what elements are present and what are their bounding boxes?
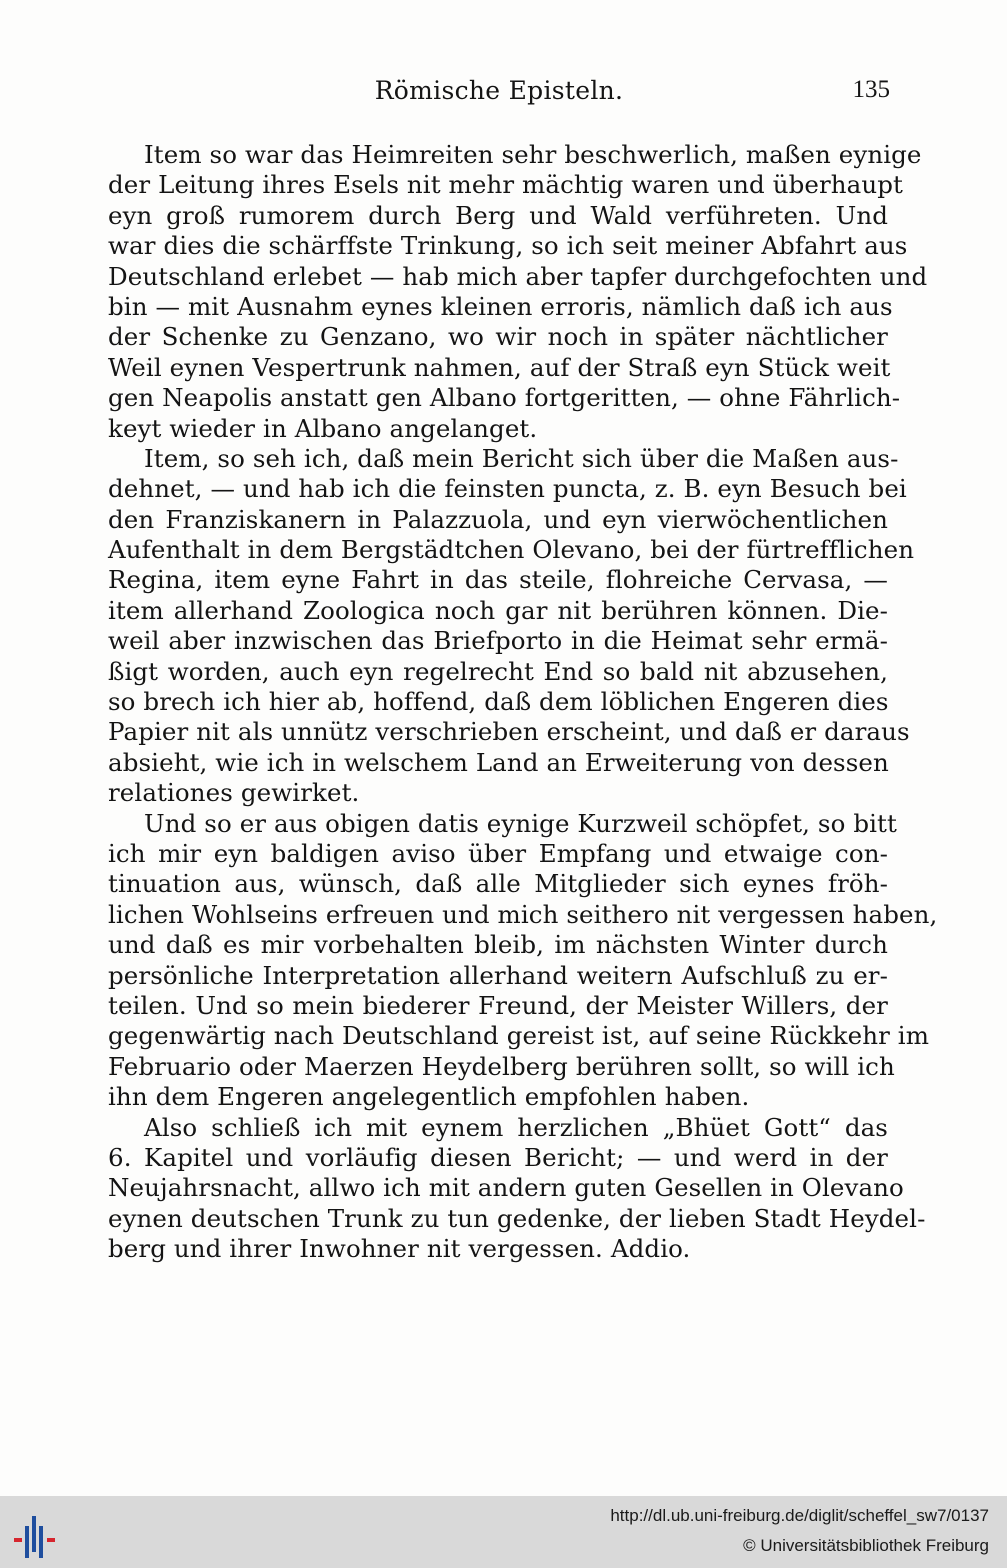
text-line: bin — mit Ausnahm eynes kleinen erroris, nämlich daß ich aus bbox=[108, 291, 893, 321]
text-line: Also schließ ich mit eynem herzlichen „Bhüet Gott“ das bbox=[144, 1112, 888, 1142]
ub-freiburg-logo-icon[interactable] bbox=[14, 1508, 66, 1558]
running-title: Römische Episteln. bbox=[374, 76, 624, 105]
page-number: 135 bbox=[852, 76, 890, 103]
text-line: dehnet, — und hab ich die feinsten puncta, z. B. eyn Besuch bei bbox=[108, 474, 907, 504]
text-line: Und so er aus obigen datis eynige Kurzweil schöpfet, so bitt bbox=[144, 808, 897, 838]
text-line: Item, so seh ich, daß mein Bericht sich über die Maßen aus- bbox=[144, 443, 899, 473]
text-line: Aufenthalt in dem Bergstädtchen Olevano, bei der fürtrefflichen bbox=[108, 535, 915, 565]
text-line: Weil eynen Vespertrunk nahmen, auf der Straß eyn Stück weit bbox=[108, 352, 891, 382]
text-line: Item so war das Heimreiten sehr beschwerlich, maßen eynige bbox=[144, 140, 922, 169]
text-line: Februario oder Maerzen Heydelberg berühren sollt, so will ich bbox=[108, 1051, 895, 1081]
text-line: den Franziskanern in Palazzuola, und eyn vierwöchentlichen bbox=[108, 504, 888, 534]
footer-bar bbox=[0, 1496, 1007, 1568]
text-line: gegenwärtig nach Deutschland gereist ist, auf seine Rückkehr im bbox=[108, 1021, 930, 1051]
text-line: keyt wieder in Albano angelanget. bbox=[108, 413, 538, 443]
body-text bbox=[108, 140, 938, 1264]
text-line: und daß es mir vorbehalten bleib, im nächsten Winter durch bbox=[108, 930, 888, 960]
text-line: item allerhand Zoologica noch gar nit berühren können. Die- bbox=[108, 595, 888, 625]
text-line: ihn dem Engeren angelegentlich empfohlen haben. bbox=[108, 1082, 750, 1112]
text-line: teilen. Und so mein biederer Freund, der Meister Willers, der bbox=[108, 990, 888, 1020]
text-line: Deutschland erlebet — hab mich aber tapfer durchgefochten und bbox=[108, 261, 928, 291]
text-line: war dies die schärffste Trinkung, so ich seit meiner Abfahrt aus bbox=[108, 231, 908, 261]
text-line: absieht, wie ich in welschem Land an Erweiterung von dessen bbox=[108, 747, 889, 777]
text-line: Regina, item eyne Fahrt in das steile, flohreiche Cervasa, — bbox=[108, 565, 888, 595]
text-line: der Schenke zu Genzano, wo wir noch in später nächtlicher bbox=[108, 322, 888, 352]
text-line: eyn groß rumorem durch Berg und Wald verführeten. Und bbox=[108, 200, 888, 230]
running-head bbox=[108, 76, 890, 110]
text-line: gen Neapolis anstatt gen Albano fortgeritten, — ohne Fährlich- bbox=[108, 383, 901, 413]
text-line: Papier nit als unnütz verschrieben erscheint, und daß er daraus bbox=[108, 717, 910, 747]
text-line: der Leitung ihres Esels nit mehr mächtig waren und überhaupt bbox=[108, 170, 903, 200]
text-line: 6. Kapitel und vorläufig diesen Bericht; — und werd in der bbox=[108, 1142, 888, 1172]
copyright-notice: © Universitätsbibliothek Freiburg bbox=[743, 1536, 989, 1555]
text-line: ßigt worden, auch eyn regelrecht End so bald nit abzusehen, bbox=[108, 656, 888, 686]
text-line: weil aber inzwischen das Briefporto in die Heimat sehr ermä- bbox=[108, 626, 888, 656]
text-line: persönliche Interpretation allerhand weitern Aufschluß zu er- bbox=[108, 960, 888, 990]
text-line: Neujahrsnacht, allwo ich mit andern guten Gesellen in Olevano bbox=[108, 1173, 904, 1203]
text-line: berg und ihrer Inwohner nit vergessen. Addio. bbox=[108, 1234, 691, 1264]
text-line: relationes gewirket. bbox=[108, 778, 360, 808]
text-line: tinuation aus, wünsch, daß alle Mitglieder sich eynes fröh- bbox=[108, 869, 888, 899]
source-url-link[interactable]: http://dl.ub.uni-freiburg.de/diglit/scheffel_sw7/0137 bbox=[610, 1506, 989, 1525]
text-line: ich mir eyn baldigen aviso über Empfang und etwaige con- bbox=[108, 838, 888, 868]
text-line: lichen Wohlseins erfreuen und mich seithero nit vergessen haben, bbox=[108, 899, 938, 929]
text-line: so brech ich hier ab, hoffend, daß dem löblichen Engeren dies bbox=[108, 687, 889, 717]
text-line: eynen deutschen Trunk zu tun gedenke, der lieben Stadt Heydel- bbox=[108, 1203, 926, 1233]
